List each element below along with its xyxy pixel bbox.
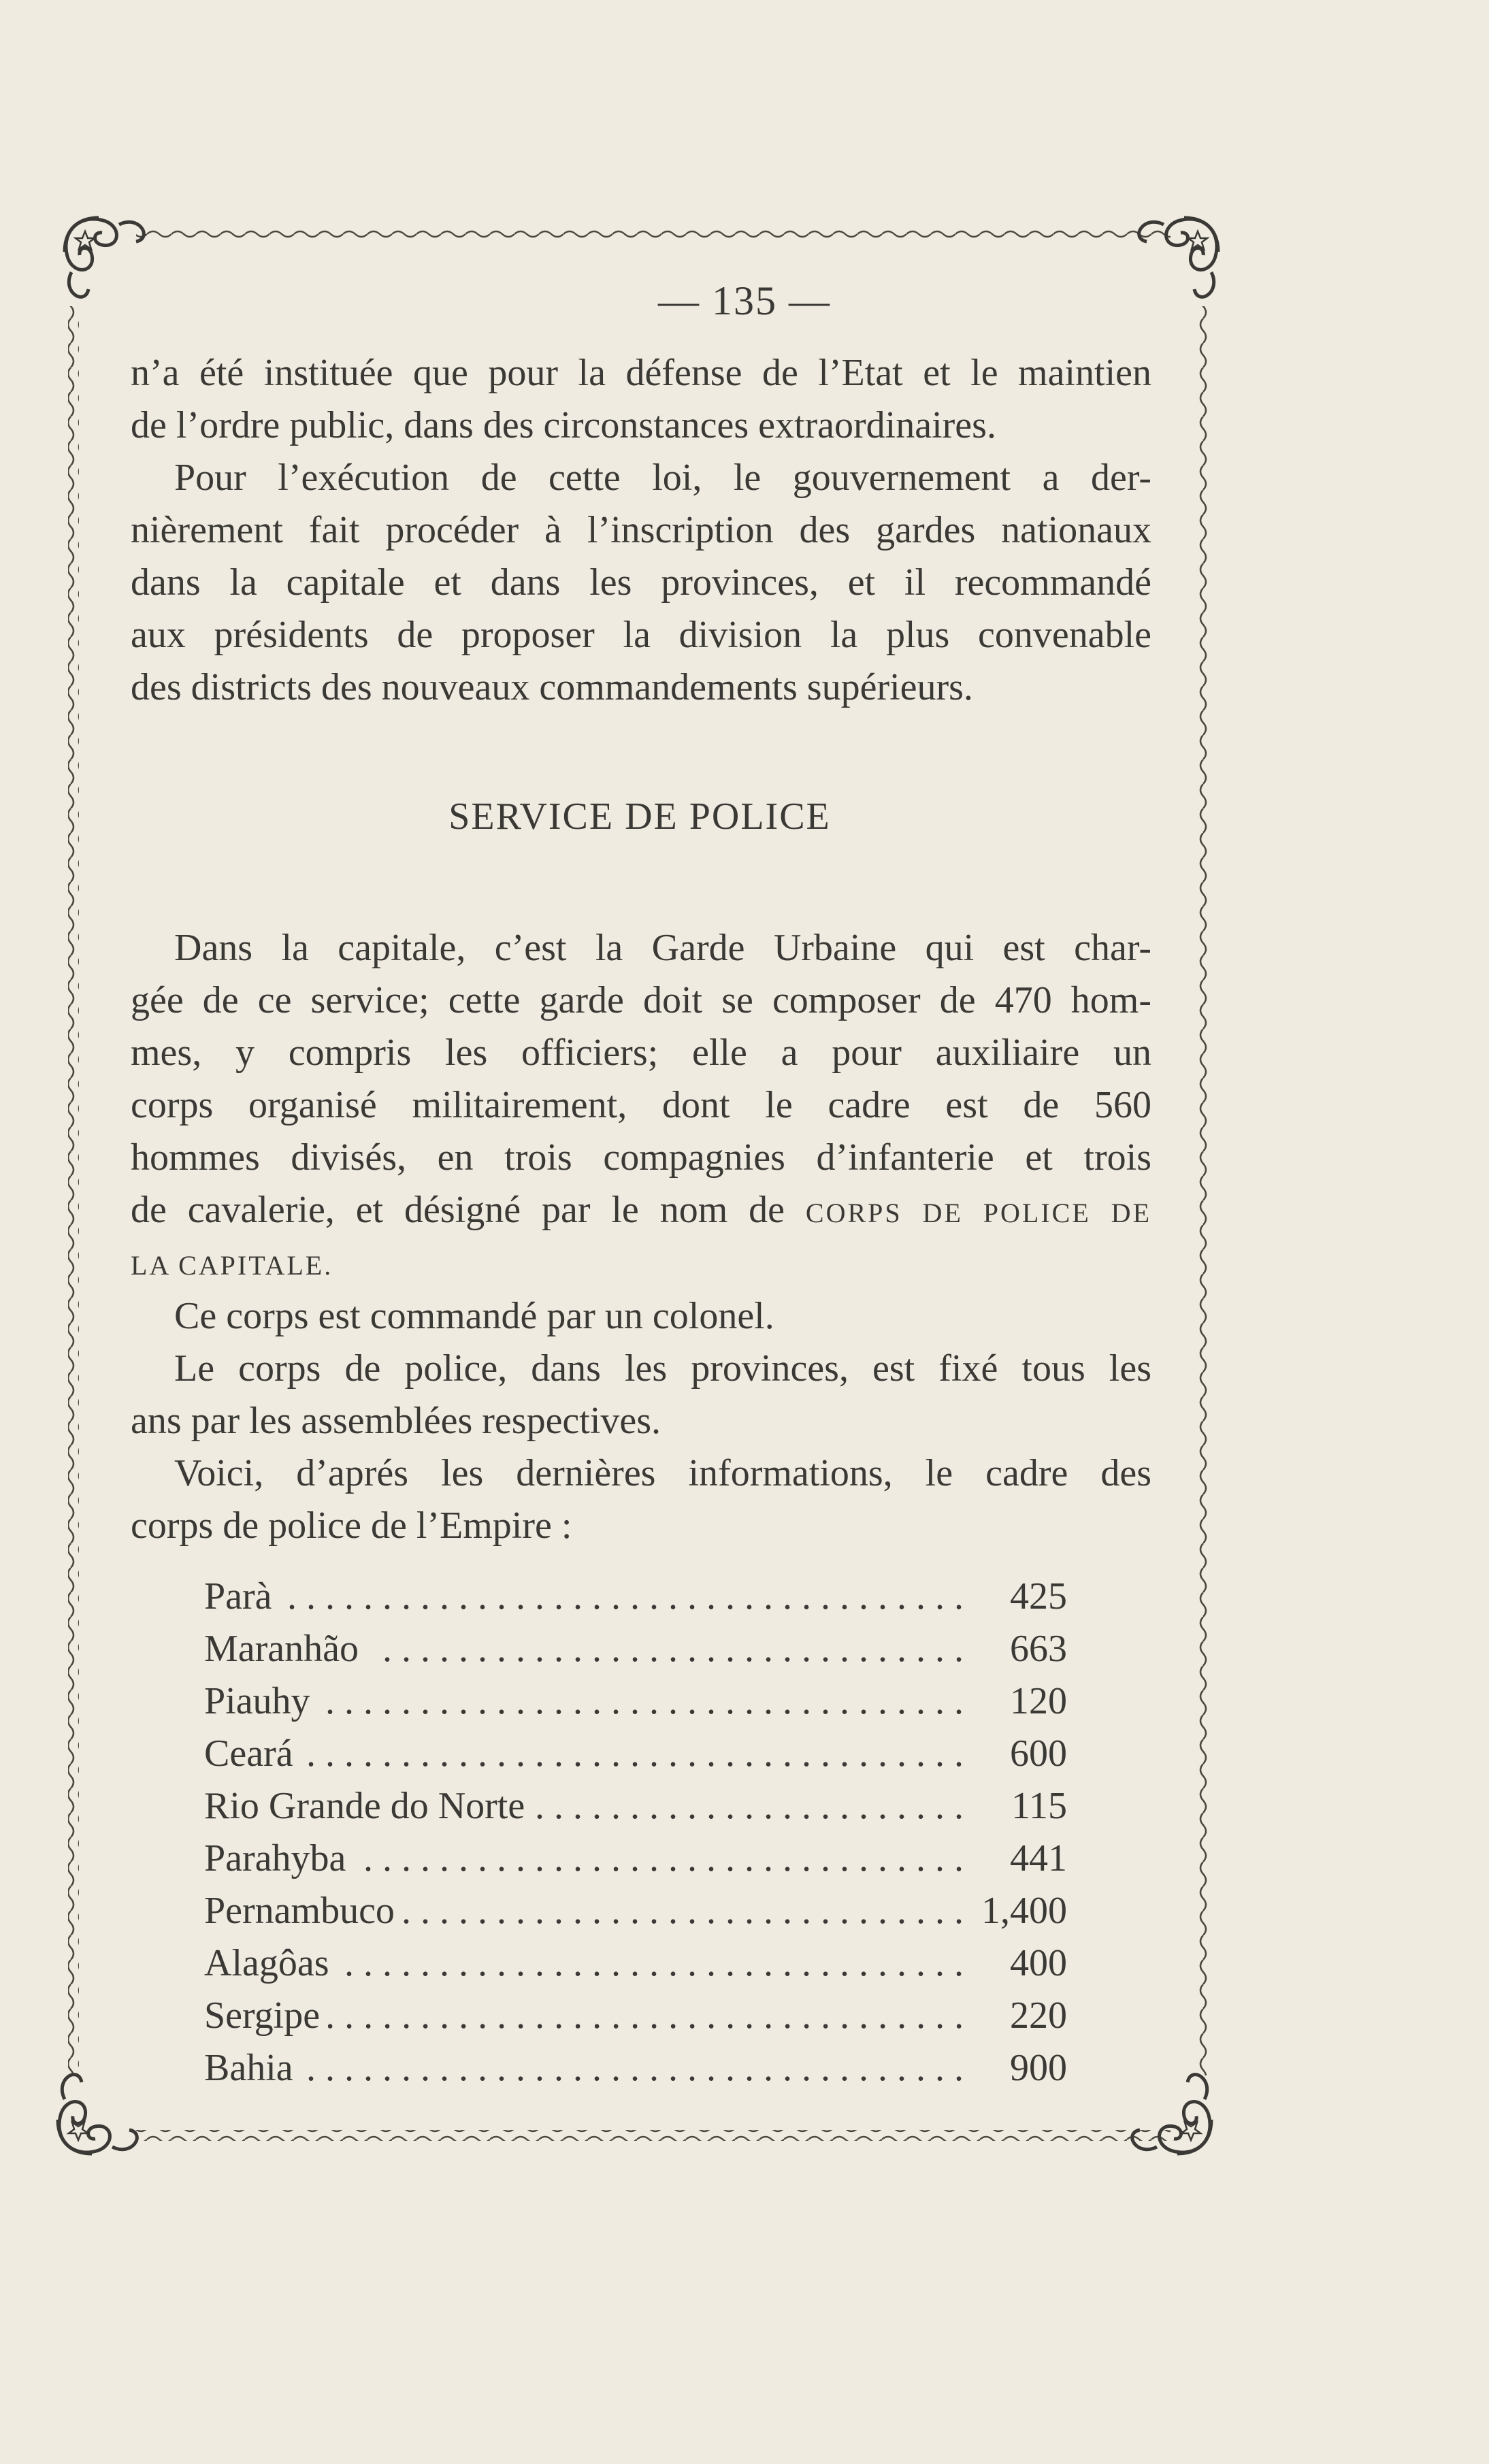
line-text: Voici, d’aprés les dernières informations, le cadre des	[174, 1452, 1151, 1494]
table-row	[204, 1885, 1067, 1937]
line-text: Ce corps est commandé par un colonel.	[174, 1295, 774, 1337]
line-text: nièrement fait procéder à l’inscription des gardes nationaux	[131, 509, 1151, 551]
line-text: corps organisé militairement, dont le cadre est de 560	[131, 1084, 1151, 1126]
text-line	[174, 1447, 1151, 1500]
police-count: 220	[1010, 1994, 1067, 2037]
text-line	[131, 347, 1151, 399]
province-name: Ceará	[204, 1732, 293, 1775]
line-text: mes, y compris les officiers; elle a pour auxiliaire un	[131, 1032, 1151, 1074]
dot-leader: ................................	[363, 1837, 973, 1879]
text-line	[131, 974, 1151, 1027]
dot-leader: .................................	[344, 1942, 973, 1984]
text-line	[131, 1079, 1151, 1132]
table-row	[204, 1571, 1067, 1623]
dot-leader: ...................................	[306, 2047, 973, 2089]
text-line	[131, 1395, 1151, 1447]
text-line	[174, 922, 1151, 974]
text-line	[131, 661, 1151, 714]
dot-leader: ...............................	[382, 1628, 973, 1670]
line-text: aux présidents de proposer la division la plus convenable	[131, 614, 1151, 656]
small-caps-text: LA CAPITALE.	[131, 1250, 333, 1281]
table-row	[204, 1833, 1067, 1885]
text-line	[174, 1290, 1151, 1343]
police-count: 400	[1010, 1942, 1067, 1984]
text-line	[131, 557, 1151, 609]
table-row	[204, 2042, 1067, 2095]
province-name: Bahia	[204, 2047, 293, 2089]
page-number: — 135 —	[658, 278, 831, 323]
text-line	[131, 1184, 1151, 1236]
police-count: 120	[1010, 1680, 1067, 1722]
province-name: Alagôas	[204, 1942, 329, 1984]
line-text: corps de police de l’Empire :	[131, 1505, 572, 1547]
line-text: Le corps de police, dans les provinces, est fixé tous les	[174, 1347, 1151, 1390]
line-text: gée de ce service; cette garde doit se composer de 470 hom-	[131, 979, 1151, 1021]
line-text: de l’ordre public, dans des circonstances extraordinaires.	[131, 404, 996, 446]
line-text: ans par les assemblées respectives.	[131, 1400, 661, 1442]
province-name: Parahyba	[204, 1837, 346, 1879]
line-text: hommes divisés, en trois compagnies d’infanterie et trois	[131, 1136, 1151, 1179]
police-count: 900	[1010, 2047, 1067, 2089]
corner-ornament-bottom-left	[58, 2075, 137, 2154]
text-line	[131, 1236, 1151, 1289]
table-row	[204, 1675, 1067, 1728]
police-count: 425	[1010, 1575, 1067, 1617]
province-name: Pernambuco	[204, 1890, 395, 1932]
text-line	[131, 609, 1151, 661]
province-name: Rio Grande do Norte	[204, 1785, 525, 1827]
text-line	[131, 504, 1151, 557]
table-row	[204, 1990, 1067, 2042]
table-row	[204, 1623, 1067, 1675]
line-text: des districts des nouveaux commandements supérieurs.	[131, 666, 973, 708]
small-caps-text: CORPS DE POLICE DE	[805, 1198, 1151, 1228]
line-text: Pour l’exécution de cette loi, le gouvernement a der-	[174, 457, 1151, 499]
dot-leader: ..................................	[325, 1994, 973, 2037]
police-count: 115	[1011, 1785, 1067, 1827]
police-count: 1,400	[981, 1890, 1067, 1932]
dot-leader: ..............................	[402, 1890, 973, 1932]
line-text: n’a été instituée que pour la défense de l’Etat et le maintien	[131, 352, 1151, 394]
corner-ornament-bottom-right	[1132, 2075, 1211, 2154]
province-name: Parà	[204, 1575, 272, 1617]
dot-leader: ..................................	[325, 1680, 973, 1722]
line-text: Dans la capitale, c’est la Garde Urbaine qui est char-	[174, 927, 1151, 969]
table-row	[204, 1728, 1067, 1780]
police-count: 600	[1010, 1732, 1067, 1775]
text-line	[131, 1132, 1151, 1184]
line-text: dans la capitale et dans les provinces, et il recommandé	[131, 561, 1151, 604]
text-line	[174, 1343, 1151, 1395]
dot-leader: ....................................	[287, 1575, 973, 1617]
police-count: 441	[1010, 1837, 1067, 1879]
text-line	[131, 1500, 1151, 1552]
text-line	[131, 399, 1151, 452]
section-heading: SERVICE DE POLICE	[448, 795, 831, 838]
table-row	[204, 1780, 1067, 1833]
province-name: Piauhy	[204, 1680, 310, 1722]
table-row	[204, 1937, 1067, 1990]
line-text: de cavalerie, et désigné par le nom de	[131, 1189, 785, 1231]
province-name: Maranhão	[204, 1628, 359, 1670]
police-count: 663	[1010, 1628, 1067, 1670]
text-line	[131, 1027, 1151, 1079]
dot-leader: ...................................	[306, 1732, 973, 1775]
province-name: Sergipe	[204, 1994, 321, 2037]
text-line	[174, 452, 1151, 504]
dot-leader: .......................	[535, 1785, 973, 1827]
